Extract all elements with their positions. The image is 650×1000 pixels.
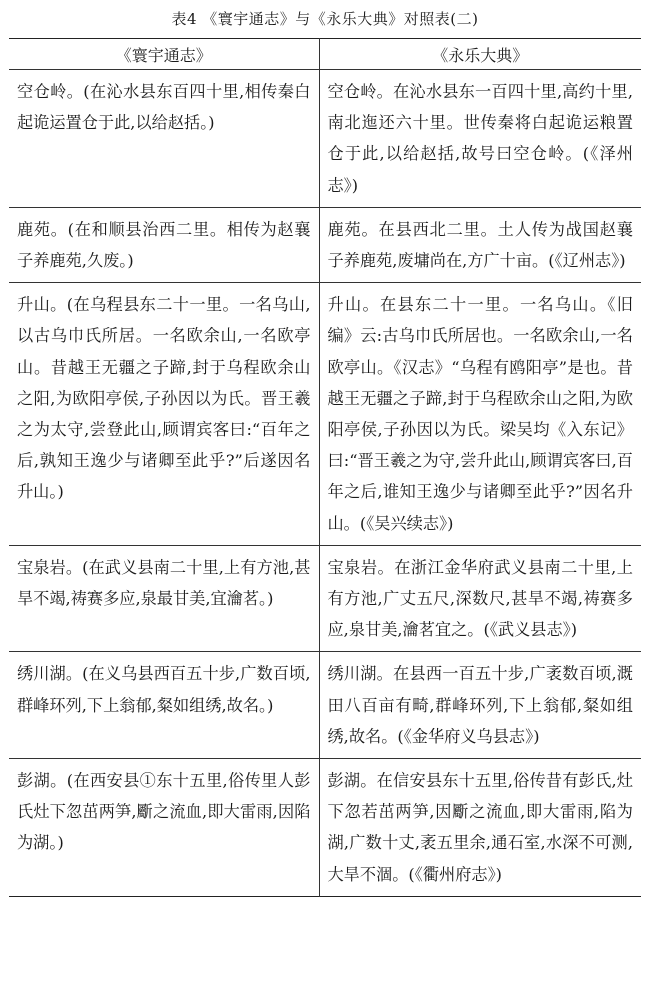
huanyu-cell: 宝泉岩。(在武义县南二十里,上有方池,甚旱不竭,祷赛多应,泉最甘美,宜瀹茗。)	[9, 545, 319, 652]
yongle-cell: 彭湖。在信安县东十五里,俗传昔有彭氏,灶下忽若茁两笋,因斸之流血,即大雷雨,陷为湖,广数十丈,袤五里余,通石室,水深不可测,大旱不涸。(《衢州府志》)	[327, 771, 633, 884]
table-row	[9, 652, 641, 759]
huanyu-cell: 空仓岭。(在沁水县东百四十里,相传秦白起诡运置仓于此,以给赵括。)	[9, 70, 319, 208]
table-caption: 表4 《寰宇通志》与《永乐大典》对照表(二)	[171, 10, 479, 28]
table-row	[9, 545, 641, 652]
table-row	[9, 207, 641, 282]
yongle-cell: 鹿苑。在县西北二里。土人传为战国赵襄子养鹿苑,废墉尚在,方广十亩。(《辽州志》)	[319, 207, 641, 282]
column-header-huanyu-tongzhi: 《寰宇通志》	[9, 39, 319, 70]
header-row	[9, 39, 641, 70]
column-header-yongle-dadian: 《永乐大典》	[319, 39, 641, 70]
huanyu-cell: 彭湖。(在西安县①东十五里,俗传里人彭氏灶下忽茁两笋,斸之流血,即大雷雨,因陷为湖。)	[9, 759, 319, 897]
huanyu-cell: 升山。(在乌程县东二十一里。一名乌山,以古乌巾氏所居。一名欧余山,一名欧亭山。昔越王无疆之子蹄,封于乌程欧余山之阳,为欧阳亭侯,子孙因以为氏。晋王羲之为太守,尝登此山,顾谓宾客曰:“百年之后,孰知王逸少与诸卿至此乎?”后遂因名升山。)	[9, 283, 319, 546]
table-row	[9, 759, 641, 897]
comparison-table	[9, 38, 641, 897]
huanyu-cell: 鹿苑。(在和顺县治西二里。相传为赵襄子养鹿苑,久废。)	[9, 207, 319, 282]
table-row	[9, 283, 641, 546]
table-row	[9, 70, 641, 208]
yongle-cell: 宝泉岩。在浙江金华府武义县南二十里,上有方池,广丈五尺,深数尺,甚旱不竭,祷赛多应,泉甘美,瀹茗宜之。(《武义县志》)	[319, 545, 641, 652]
yongle-cell: 空仓岭。在沁水县东一百四十里,高约十里,南北迤还六十里。世传秦将白起诡运粮置仓于此,以给赵括,故号曰空仓岭。(《泽州志》)	[319, 70, 641, 208]
huanyu-cell: 绣川湖。(在义乌县西百五十步,广数百顷,群峰环列,下上翁郁,粲如组绣,故名。)	[9, 652, 319, 759]
yongle-cell: 绣川湖。在县西一百五十步,广袤数百顷,溉田八百亩有畸,群峰环列,下上翁郁,粲如组绣,故名。(《金华府义乌县志》)	[319, 652, 641, 759]
yongle-cell: 升山。在县东二十一里。一名乌山。《旧编》云:古乌巾氏所居也。一名欧余山,一名欧亭山。《汉志》“乌程有鸥阳亭”是也。昔越王无疆之子蹄,封于乌程欧余山之阳,为欧阳亭侯,子孙因以为氏。梁吴均《入东记》曰:“晋王羲之为守,尝升此山,顾谓宾客曰,百年之后,谁知王逸少与诸卿至此乎?”因名升山。(《吴兴续志》)	[319, 283, 641, 546]
